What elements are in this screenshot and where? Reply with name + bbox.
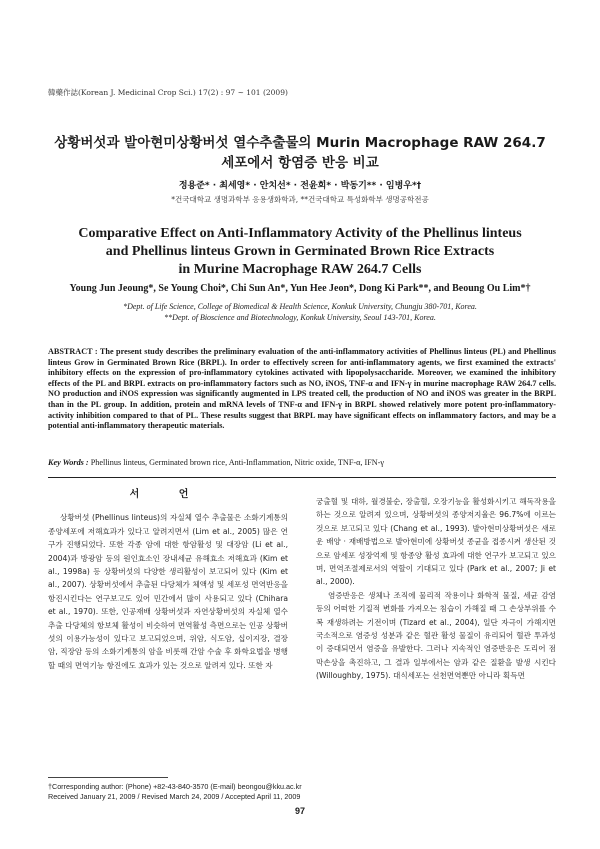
english-title-line2: and Phellinus linteus Grown in Germinated Brown Rice Extracts (105, 244, 495, 259)
korean-title (40, 133, 560, 173)
korean-authors: 정용준* · 최세영* · 안치선* · 전윤희* · 박동기** · 임병우*† (178, 181, 422, 191)
english-affiliation (40, 301, 560, 323)
journal-header: 韓藥作誌(Korean J. Medicinal Crop Sci.) 17(2) : 97 ~ 101 (2009) (48, 88, 288, 97)
footnote-correspondence: †Corresponding author: (Phone) +82-43-840-3570 (E-mail) beongou@kku.ac.kr (48, 782, 302, 791)
english-title-line1: Comparative Effect on Anti-Inflammatory Activity of the Phellinus linteus (78, 226, 522, 241)
footnote-dates: Received January 21, 2009 / Revised March 24, 2009 / Accepted April 11, 2009 (48, 791, 301, 801)
english-affiliation-line2: **Dept. of Bioscience and Biotechnology, Konkuk University, Seoul 143-701, Korea. (164, 313, 436, 322)
english-affiliation-line1: *Dept. of Life Science, College of Biomedical & Health Science, Konkuk University, Chungju 380-701, Korea. (123, 302, 477, 311)
body-paragraph: 궁출혈 및 대하, 월경불순, 장출혈, 오장기능을 활성화시키고 해독작용을 하는 것으로 알려져 있으며, 상황버섯의 종양저지율은 96.7%에 이르는 것으로 보고되고 있다 (Chang et al., 1993). 발아현미상황버섯은 새로운 배양 · 재배방법으로 발아현미에 상황버섯 종균을 접종시켜 생산된 것으로 암세포 성장억제 및 항종양 활성 효과에 대한 연구가 보고되고 있으며, 면역조절제로서의 역할이 기대되고 있다 (Park et al., 2007; Ji et al., 2000). (316, 497, 556, 587)
footnote (48, 782, 302, 801)
korean-title-line1: 상황버섯과 발아현미상황버섯 열수추출물의 Murin Macrophage RAW 264.7 (54, 135, 546, 151)
keywords-label: Key Words : (48, 458, 89, 467)
section-title: 서 언 (129, 489, 207, 500)
english-authors: Young Jun Jeoung*, Se Young Choi*, Chi Sun An*, Yun Hee Jeon*, Dong Ki Park**, and Beoung Ou Lim*† (69, 283, 531, 294)
korean-title-line2: 세포에서 항염증 반응 비교 (221, 155, 379, 171)
abstract: ABSTRACT : The present study describes the preliminary evaluation of the anti-inflammatory activities of Phellinus linteus (PL) and Phellinus linteus Grow in Germinated Brown Rice (BRPL). In order to effectively screen for anti-inflammatory agents, we first examined the extracts' inhibitory effects on the expression of pro-inflammatory cytokines activated with lipopolysaccharide. Moreover, we examined the inhibitory effects of the PL and BRPL extracts on pro-inflammatory factors such as NO, iNOS, TNF-α and IFN-γ in murine macrophage RAW 264.7 cells. NO production and iNOS expression was significantly augmented in LPS treated cell, the production of NO and iNOS was greater in the BRPL than in the PL group. In addition, protein and mRNA levels of TNF-α and IFN-γ in BRPL showed relatively more potent pro-inflammatory-activity inhibition compared to that of PL. These results suggest that BRPL may have significant effects on inflammatory factors, and may be a potential anti-inflammatory therapeutic materials. (48, 347, 556, 431)
body-paragraph: 상황버섯 (Phellinus linteus)의 자실체 열수 추출물은 소화기계통의 종양세포에 저해효과가 있다고 알려지면서 (Lim et al., 2005) 많은 연구가 진행되었다. 또한 각종 암에 대한 항암활성 및 대장암 (Li et al., 2004)과 방광암 등의 원인효소인 장내세균 유해효소 저해효과 (Kim et al., 1998a) 등 상황버섯의 다양한 생리활성이 보고되어 있다 (Kim et al., 2007). 상황버섯에서 추출된 다당체가 체액성 및 세포성 면역반응을 항진시킨다는 연구보고도 있어 민간에서 많이 사용되고 있다 (Chihara et al., 1970). 또한, 인공재배 상황버섯과 자연상황버섯의 자실체 열수추출 다당체의 항보체 활성이 비슷하여 면역활성 측면으로는 인공 상황버섯의 이용가능성이 있다고 보고되었으며, 위암, 식도암, 십이지장, 결장암, 직장암 등의 소화기계통의 암을 비롯해 간암 수술 후 화학요법을 병행할 때의 면역기능 항진에도 효과가 있는 것으로 알려져 있다. 또한 자 (48, 513, 288, 670)
keywords-text: Phellinus linteus, Germinated brown rice, Anti-Inflammation, Nitric oxide, TNF-α, IFN-γ (88, 458, 385, 467)
korean-affiliation: *건국대학교 생명과학부 응용생화학과, **건국대학교 특성화학부 생명공학전공 (171, 195, 429, 204)
body-column-left (48, 488, 288, 672)
keywords (48, 458, 556, 467)
divider (48, 477, 556, 478)
body-column-right (316, 495, 556, 683)
page-number: 97 (294, 806, 305, 816)
body-paragraph: 염증반응은 생체나 조직에 물리적 작용이나 화학적 물질, 세균 감염 등의 어떠한 기질적 변화를 가져오는 침습이 가해질 때 그 손상부위를 수복 재생하려는 기전이며 (Tizard et al., 2004), 일단 자극이 가해지면 국소적으로 염증성 성분과 같은 혈관 활성 물질이 유리되어 혈관 투과성이 증대되면서 염증을 유발한다. 그러나 지속적인 염증반응은 도리어 점막손상을 촉진하고, 그 결과 일부에서는 암과 같은 질환을 발생 시킨다 (Willoughby, 1975). 대식세포는 선천면역뿐만 아니라 획득면 (316, 590, 556, 681)
english-title (40, 225, 560, 279)
english-title-line3: in Murine Macrophage RAW 264.7 Cells (178, 262, 422, 277)
footnote-divider (48, 777, 168, 778)
